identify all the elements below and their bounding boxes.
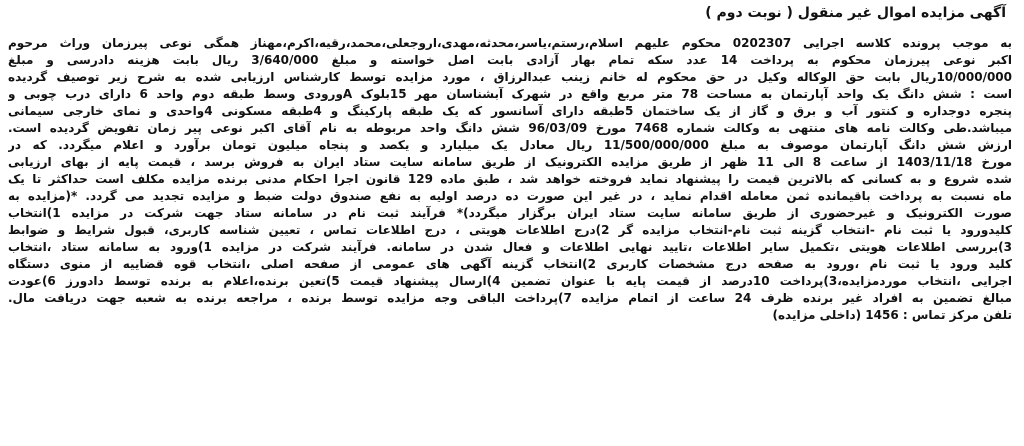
auction-notice — [8, 2, 1012, 324]
notice-line: 10/000/000ریال بابت حق الوکاله وکیل در حق محکوم له خانم زینب عبدالرزاق ، مورد مزایده توسط کارشناس ارزیابی شده به شرح زیر توصیف گردیده — [8, 70, 1012, 84]
notice-line: 3)بررسی اطلاعات هویتی ،تکمیل سایر اطلاعات ،تایید نهایی اطلاعات و فعال شدن در سامانه. فرآیند شرکت در مزایده 1)ورود به سامانه ستاد ،انتخاب — [8, 240, 1012, 254]
notice-line: مبالغ تضمین به افراد غیر برنده ظرف 24 ساعت از اتمام مزایده 7)پرداخت الباقی وجه مزایده توسط برنده ، مراجعه برنده به شعبه جهت دریافت مال. — [8, 291, 1012, 305]
notice-line: ارزش شش دانگ آپارتمان موصوف به مبلغ 11/500/000/000 ریال معادل یک میلیارد و یکصد و پنجاه میلیون تومان برآورد و اعلام میگردد. که در — [8, 138, 1012, 152]
notice-line: کلیدورود یا ثبت نام -انتخاب گزینه ثبت نام-انتخاب مزایده گر 2)درج اطلاعات هویتی ، درج اطلاعات تماس ، تعیین شناسه کاربری، قبول شرایط و ضوابط — [8, 223, 1012, 237]
notice-line: کلید ورود یا ثبت نام ،ورود به صفحه درج مشخصات کاربری 2)انتخاب گزینه آگهی های عمومی از صفحه اصلی ،انتخاب قوه قضاییه از منوی دستگاه — [8, 257, 1012, 271]
notice-line: مورخ 1403/11/18 از ساعت 8 الی 11 ظهر از طریق مزایده الکترونیک از طریق سامانه سایت ستاد ایران به فروش برسد ، قیمت پایه از بهای ارزیابی — [8, 155, 1012, 169]
notice-body — [8, 35, 1012, 324]
notice-title: آگهی مزایده اموال غیر منقول ( نوبت دوم ) — [705, 5, 1006, 21]
notice-line: پنجره دوجداره و کنتور آب و برق و گاز از یک ساختمان 5طبقه دارای آسانسور که یک طبقه پارکینگ و 4طبقه مسکونی 4واحدی و نمای خارجی سیمانی — [8, 104, 1012, 118]
notice-line: صورت الکترونیک و غیرحضوری از طریق سامانه سایت ستاد ایران برگزار میگردد)* فرآیند ثبت نام در سامانه ستاد جهت شرکت در مزایده 1)انتخاب — [8, 206, 1012, 220]
notice-line: به موجب پرونده کلاسه اجرایی 0202307 محکوم علیهم اسلام،رستم،یاسر،محدثه،مهدی،اروجعلی،محمد،رقیه،اکرم،مهناز همگی نوعی پیرزمان وراث مرحوم — [8, 36, 1012, 50]
notice-line: شده شروع و به کسانی که بالاترین قیمت را پیشنهاد نماید فروخته خواهد شد ، طبق ماده 129 قانون اجرا احکام مدنی برنده مزایده مکلف است حداکثر تا یک — [8, 172, 1012, 186]
notice-line: است : شش دانگ یک واحد آپارتمان به مساحت 78 متر مربع واقع در شهرک آبشناسان مهر 15بلوک Aورودی وسط طبقه دوم واحد 6 دارای درب چوبی و — [8, 87, 1012, 101]
contact-phone-line: تلفن مرکز تماس : 1456 (داخلی مزایده) — [772, 308, 1012, 322]
notice-line: میباشد.طی وکالت نامه های منتهی به وکالت شماره 7468 مورخ 96/03/09 شش دانگ واحد مربوطه به نام آقای اکبر نوعی پیر زمان تفویض گردیده است. — [8, 121, 1012, 135]
notice-line: اجرایی ،انتخاب موردمزایده،3)پرداخت 10درصد از قیمت پایه با عنوان تضمین 4)ارسال پیشنهاد قیمت 5)تعین برنده،اعلام به برنده توسط دادورز 6)عودت — [8, 274, 1012, 288]
notice-line: اکبر نوعی پیرزمان محکوم به پرداخت 14 عدد سکه تمام بهار آزادی بابت اصل خواسته و مبلغ 3/640/000 ریال بابت هزینه دادرسی و مبلغ — [8, 53, 1012, 67]
notice-line: ماه نسبت به پرداخت باقیمانده ثمن معامله اقدام نماید ، در غیر این صورت ده درصد اولیه به نفع صندوق دولت ضبط و مزایده تجدید می گردد. *(مزایده به — [8, 189, 1012, 203]
